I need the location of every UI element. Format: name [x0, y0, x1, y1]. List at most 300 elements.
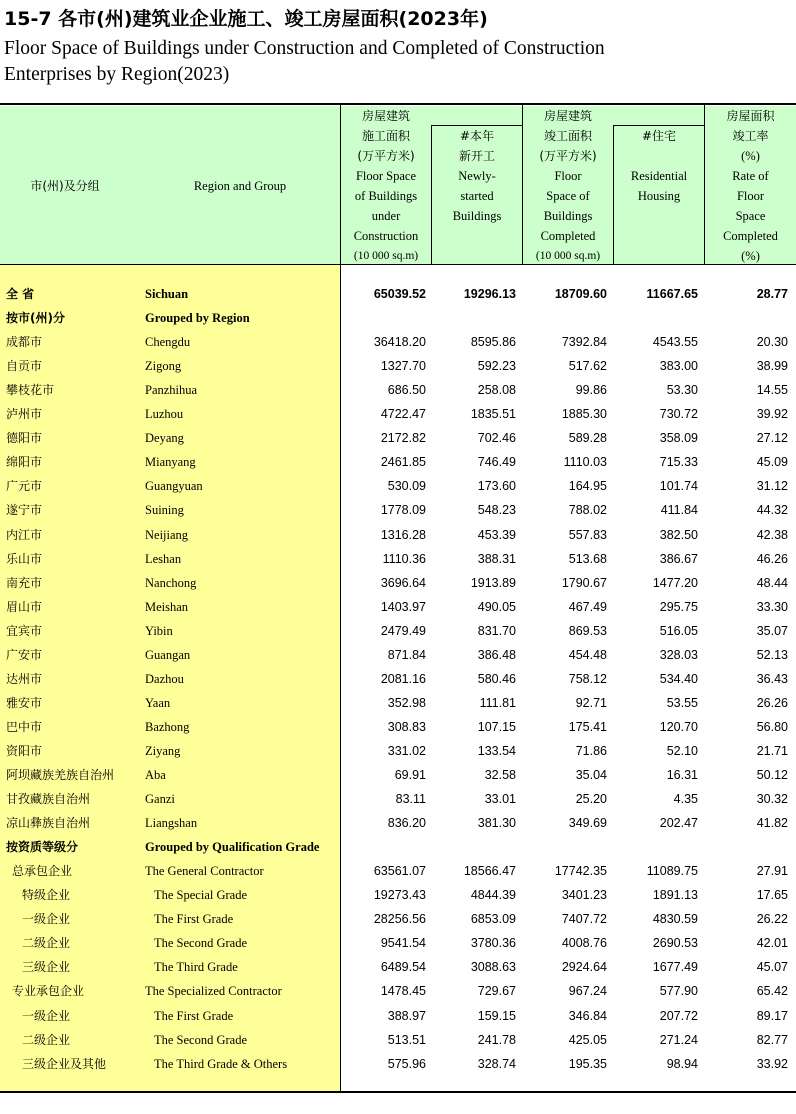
cell-value: 19296.13 [463, 287, 516, 301]
row-label-en: Leshan [145, 551, 182, 566]
cell-value: 2172.82 [380, 431, 426, 446]
row-label-cn: 乐山市 [6, 551, 43, 566]
row-label-cn: 眉山市 [6, 599, 43, 614]
cell-value: 25.20 [575, 792, 607, 807]
row-label-cn: 凉山彝族自治州 [6, 816, 91, 831]
header-line: 房屋建筑 [361, 109, 410, 123]
table-row [0, 643, 796, 667]
row-label-en: Nanchong [145, 575, 197, 590]
table-title-chinese: 15-7 各市(州)建筑业企业施工、竣工房屋面积(2023年) [4, 8, 488, 30]
row-label-cn: 南充市 [6, 575, 43, 590]
cell-value: 3088.63 [470, 960, 516, 975]
cell-value: 26.22 [756, 912, 788, 927]
row-label-en: The Special Grade [154, 888, 248, 903]
row-label-cn: 三级企业及其他 [22, 1056, 107, 1071]
table-row [0, 595, 796, 619]
row-label-cn: 绵阳市 [6, 455, 43, 470]
cell-value: 1913.89 [470, 575, 516, 590]
table-row [0, 498, 796, 522]
cell-value: 386.48 [477, 647, 516, 662]
table-row [0, 859, 796, 883]
cell-value: 7392.84 [561, 335, 607, 350]
header-rate [705, 106, 796, 266]
header-line: Buildings [452, 209, 502, 223]
cell-value: 52.13 [756, 647, 788, 662]
cell-value: 89.17 [756, 1008, 788, 1023]
row-label-en: The First Grade [154, 1008, 234, 1023]
cell-value: 18566.47 [463, 864, 516, 879]
row-label-cn: 遂宁市 [6, 503, 43, 518]
row-label-cn: 一级企业 [22, 912, 71, 927]
cell-value: 27.12 [756, 431, 788, 446]
cell-value: 453.39 [477, 527, 516, 542]
cell-value: 2081.16 [380, 671, 426, 686]
cell-value: 42.38 [756, 527, 788, 542]
cell-value: 388.31 [477, 551, 516, 566]
row-label-cn: 宜宾市 [6, 623, 43, 638]
table-row [0, 907, 796, 931]
header-line: Space of [546, 189, 590, 203]
row-label-cn: 二级企业 [22, 936, 71, 951]
cell-value: 534.40 [659, 671, 698, 686]
row-label-en: Mianyang [145, 455, 196, 470]
cell-value: 358.09 [659, 431, 698, 446]
header-line: Floor [736, 189, 765, 203]
cell-value: 1110.36 [382, 551, 426, 566]
cell-value: 346.84 [568, 1008, 607, 1023]
table-row [0, 715, 796, 739]
header-line: 竣工面积 [543, 129, 592, 143]
cell-value: 195.35 [568, 1056, 607, 1071]
cell-value: 9541.54 [380, 936, 426, 951]
header-line: 新开工 [458, 149, 495, 163]
cell-value: 575.96 [387, 1056, 426, 1071]
cell-value: 382.50 [659, 527, 698, 542]
cell-value: 42.01 [756, 936, 788, 951]
row-label-en: Guangyuan [145, 479, 203, 494]
header-line: (10 000 sq.m) [535, 250, 601, 262]
table-row [0, 571, 796, 595]
cell-value: 33.92 [756, 1056, 788, 1071]
cell-value: 1835.51 [470, 407, 516, 422]
table-row [0, 426, 796, 450]
row-label-en: The First Grade [154, 912, 234, 927]
header-line: #本年 [459, 129, 495, 143]
header-line: 房屋建筑 [543, 109, 592, 123]
cell-value: 30.32 [756, 792, 788, 807]
header-line: (%) [741, 149, 760, 163]
cell-value: 271.24 [659, 1032, 698, 1047]
cell-value: 39.92 [756, 407, 788, 422]
header-line: Housing [637, 189, 681, 203]
header-line: Completed [723, 229, 778, 243]
row-label-en: Chengdu [145, 335, 191, 350]
cell-value: 21.71 [756, 743, 788, 758]
cell-value: 730.72 [659, 407, 698, 422]
cell-value: 295.75 [659, 599, 698, 614]
row-label-cn: 广元市 [6, 479, 43, 494]
cell-value: 1327.70 [380, 359, 426, 374]
header-line: started [460, 189, 494, 203]
cell-value: 52.10 [666, 743, 698, 758]
cell-value: 331.02 [387, 743, 426, 758]
header-line: (万平方米) [357, 149, 415, 163]
row-label-en: Grouped by Region [145, 311, 250, 326]
row-label-cn: 资阳市 [6, 743, 43, 758]
cell-value: 17742.35 [554, 864, 607, 879]
cell-value: 1477.20 [652, 575, 698, 590]
row-label-en: Suining [145, 503, 184, 518]
cell-value: 8595.86 [470, 335, 516, 350]
cell-value: 159.15 [477, 1008, 516, 1023]
header-newly-started [432, 126, 522, 226]
header-residential [614, 126, 704, 206]
cell-value: 14.55 [756, 383, 788, 398]
cell-value: 19273.43 [373, 888, 426, 903]
cell-value: 4.35 [673, 792, 698, 807]
cell-value: 831.70 [477, 623, 516, 638]
cell-value: 33.01 [484, 792, 516, 807]
row-label-en: The Specialized Contractor [145, 984, 282, 999]
cell-value: 411.84 [660, 503, 698, 518]
table-row [0, 691, 796, 715]
row-label-en: Luzhou [145, 407, 184, 422]
header-line: Buildings [543, 209, 593, 223]
row-label-en: The General Contractor [145, 864, 264, 879]
table-row [0, 1052, 796, 1076]
header-line: Residential [630, 169, 688, 183]
cell-value: 580.46 [477, 671, 516, 686]
cell-value: 258.08 [477, 383, 516, 398]
cell-value: 45.09 [756, 455, 788, 470]
cell-value: 82.77 [756, 1032, 788, 1047]
cell-value: 557.83 [568, 527, 607, 542]
cell-value: 425.05 [568, 1032, 607, 1047]
cell-value: 513.68 [568, 551, 607, 566]
cell-value: 2461.85 [380, 455, 426, 470]
cell-value: 36.43 [756, 671, 788, 686]
cell-value: 729.67 [477, 984, 516, 999]
table-row [0, 378, 796, 402]
cell-value: 26.26 [756, 695, 788, 710]
row-label-en: Panzhihua [145, 383, 198, 398]
cell-value: 92.71 [575, 695, 607, 710]
cell-value: 592.23 [477, 359, 516, 374]
cell-value: 107.15 [477, 719, 516, 734]
table-row [0, 1028, 796, 1052]
cell-value: 45.07 [756, 960, 788, 975]
header-line: 房屋面积 [726, 109, 775, 123]
cell-value: 2479.49 [380, 623, 426, 638]
cell-value: 164.95 [568, 479, 607, 494]
cell-value: 577.90 [659, 984, 698, 999]
cell-value: 4830.59 [652, 912, 698, 927]
cell-value: 869.53 [568, 623, 607, 638]
cell-value: 352.98 [387, 695, 426, 710]
row-label-en: Guangan [145, 647, 191, 662]
cell-value: 16.31 [666, 768, 698, 782]
row-label-en: Yaan [145, 695, 171, 710]
cell-value: 871.84 [387, 647, 426, 662]
row-label-en: Ziyang [145, 743, 181, 758]
cell-value: 27.91 [756, 864, 788, 879]
cell-value: 3696.64 [380, 575, 426, 590]
table-row [0, 835, 796, 859]
cell-value: 69.91 [394, 768, 426, 782]
row-label-cn: 成都市 [6, 335, 43, 350]
table-row [0, 667, 796, 691]
row-label-en: Bazhong [145, 719, 190, 734]
cell-value: 20.30 [756, 335, 788, 350]
row-label-en: Liangshan [145, 816, 198, 831]
cell-value: 31.12 [756, 479, 788, 494]
cell-value: 44.32 [756, 503, 788, 518]
row-label-cn: 阿坝藏族羌族自治州 [6, 768, 115, 782]
row-label-cn: 全 省 [6, 287, 35, 301]
cell-value: 308.83 [387, 719, 426, 734]
cell-value: 7407.72 [561, 912, 607, 927]
row-label-cn: 自贡市 [6, 359, 43, 374]
table-row [0, 739, 796, 763]
cell-value: 1778.09 [380, 503, 426, 518]
row-label-cn: 专业承包企业 [12, 984, 85, 999]
cell-value: 35.07 [756, 623, 788, 638]
header-line: under [371, 209, 401, 223]
row-label-cn: 二级企业 [22, 1032, 71, 1047]
cell-value: 65039.52 [373, 287, 426, 301]
table-row [0, 354, 796, 378]
cell-value: 111.81 [479, 695, 516, 710]
cell-value: 173.60 [477, 479, 516, 494]
cell-value: 175.41 [568, 719, 607, 734]
header-construction [341, 106, 431, 266]
cell-value: 702.46 [477, 431, 516, 446]
cell-value: 2924.64 [561, 960, 607, 975]
table-row [0, 523, 796, 547]
row-label-en: Sichuan [145, 287, 189, 301]
cell-value: 1403.97 [380, 599, 426, 614]
table-row [0, 811, 796, 835]
cell-value: 758.12 [568, 671, 607, 686]
table-row [0, 547, 796, 571]
row-label-cn: 特级企业 [22, 888, 71, 903]
cell-value: 530.09 [387, 479, 426, 494]
cell-value: 28.77 [756, 287, 788, 301]
cell-value: 1885.30 [561, 407, 607, 422]
table-row [0, 402, 796, 426]
cell-value: 6853.09 [470, 912, 516, 927]
cell-value: 788.02 [568, 503, 607, 518]
cell-value: 1891.13 [652, 888, 698, 903]
cell-value: 11667.65 [646, 287, 698, 301]
cell-value: 18709.60 [554, 287, 607, 301]
cell-value: 98.94 [666, 1056, 698, 1071]
header-line: (%) [741, 249, 760, 263]
row-label-en: Meishan [145, 599, 189, 614]
cell-value: 328.74 [477, 1056, 516, 1071]
cell-value: 513.51 [387, 1032, 426, 1047]
cell-value: 516.05 [659, 623, 698, 638]
cell-value: 207.72 [659, 1008, 698, 1023]
header-line: (万平方米) [539, 149, 597, 163]
cell-value: 63561.07 [373, 864, 426, 879]
cell-value: 120.70 [659, 719, 698, 734]
table-row [0, 306, 796, 330]
header-line: (10 000 sq.m) [353, 250, 419, 262]
cell-value: 1110.03 [563, 455, 607, 470]
row-label-cn: 德阳市 [6, 431, 43, 446]
table-row [0, 979, 796, 1003]
row-label-en: Dazhou [145, 671, 184, 686]
cell-value: 38.99 [756, 359, 788, 374]
header-line [614, 146, 704, 166]
header-line: of Buildings [354, 189, 418, 203]
row-label-cn: 巴中市 [6, 719, 43, 734]
cell-value: 35.04 [575, 768, 607, 782]
cell-value: 33.30 [756, 599, 788, 614]
row-label-cn: 按市(州)分 [6, 311, 65, 326]
cell-value: 386.67 [659, 551, 698, 566]
header-line: Rate of [732, 169, 769, 183]
cell-value: 715.33 [659, 455, 698, 470]
cell-value: 467.49 [568, 599, 607, 614]
table-row [0, 763, 796, 787]
table-row [0, 931, 796, 955]
cell-value: 101.74 [659, 479, 698, 494]
header-region-en: Region and Group [193, 179, 287, 193]
row-label-en: Ganzi [145, 792, 175, 807]
cell-value: 41.82 [756, 816, 788, 831]
cell-value: 3780.36 [470, 936, 516, 951]
table-row [0, 474, 796, 498]
row-label-cn: 总承包企业 [12, 864, 73, 879]
table-row [0, 955, 796, 979]
header-line: 施工面积 [361, 129, 410, 143]
cell-value: 381.30 [477, 816, 516, 831]
header-line: Floor [554, 169, 582, 183]
title-english-line-1: Floor Space of Buildings under Construction and Completed of Construction [4, 38, 605, 59]
cell-value: 56.80 [756, 719, 788, 734]
row-label-cn: 甘孜藏族自治州 [6, 792, 91, 807]
table-row [0, 787, 796, 811]
row-label-en: Deyang [145, 431, 184, 446]
cell-value: 53.55 [666, 695, 698, 710]
row-label-en: The Third Grade & Others [154, 1056, 288, 1071]
bottom-rule [0, 1091, 796, 1093]
cell-value: 746.49 [477, 455, 516, 470]
header-line: #住宅 [641, 129, 677, 143]
cell-value: 133.54 [477, 743, 516, 758]
cell-value: 2690.53 [652, 936, 698, 951]
cell-value: 11089.75 [646, 864, 698, 879]
table-row [0, 619, 796, 643]
cell-value: 71.86 [575, 743, 607, 758]
row-label-cn: 一级企业 [22, 1008, 71, 1023]
cell-value: 202.47 [659, 816, 698, 831]
table-row [0, 883, 796, 907]
header-line: Space [735, 209, 766, 223]
top-rule [0, 103, 796, 105]
cell-value: 53.30 [666, 383, 698, 398]
cell-value: 349.69 [568, 816, 607, 831]
cell-value: 65.42 [756, 984, 788, 999]
cell-value: 328.03 [659, 647, 698, 662]
cell-value: 589.28 [568, 431, 607, 446]
cell-value: 1677.49 [652, 960, 698, 975]
cell-value: 686.50 [387, 383, 426, 398]
header-completed [523, 106, 613, 266]
row-label-en: The Second Grade [154, 936, 248, 951]
header-line: Completed [540, 229, 596, 243]
table-row [0, 282, 796, 306]
row-label-en: Neijiang [145, 527, 189, 542]
cell-value: 1316.28 [380, 527, 426, 542]
row-label-cn: 内江市 [6, 527, 43, 542]
cell-value: 6489.54 [380, 960, 426, 975]
cell-value: 517.62 [568, 359, 607, 374]
row-label-cn: 按资质等级分 [6, 840, 79, 855]
row-label-en: Yibin [145, 623, 173, 638]
title-english-line-2: Enterprises by Region(2023) [4, 64, 230, 85]
cell-value: 4722.47 [380, 407, 426, 422]
cell-value: 388.97 [387, 1008, 426, 1023]
cell-value: 241.78 [477, 1032, 516, 1047]
row-label-cn: 泸州市 [6, 407, 43, 422]
cell-value: 28256.56 [373, 912, 426, 927]
cell-value: 4008.76 [561, 936, 607, 951]
cell-value: 3401.23 [561, 888, 607, 903]
cell-value: 36418.20 [373, 335, 426, 350]
row-label-cn: 雅安市 [6, 695, 43, 710]
cell-value: 1790.67 [561, 575, 607, 590]
cell-value: 46.26 [756, 551, 788, 566]
cell-value: 383.00 [659, 359, 698, 374]
cell-value: 50.12 [756, 768, 788, 782]
row-label-cn: 三级企业 [22, 960, 71, 975]
row-label-en: Grouped by Qualification Grade [145, 840, 320, 855]
cell-value: 836.20 [387, 816, 426, 831]
row-label-cn: 达州市 [6, 671, 43, 686]
row-label-en: The Second Grade [154, 1032, 248, 1047]
row-label-cn: 攀枝花市 [6, 383, 55, 398]
table-row [0, 450, 796, 474]
header-line: Newly- [458, 169, 496, 183]
cell-value: 490.05 [477, 599, 516, 614]
cell-value: 48.44 [756, 575, 788, 590]
row-label-cn: 广安市 [6, 647, 43, 662]
row-label-en: The Third Grade [154, 960, 238, 975]
cell-value: 17.65 [756, 888, 788, 903]
cell-value: 32.58 [484, 768, 516, 782]
header-line: 竣工率 [732, 129, 769, 143]
table-title-english [4, 36, 605, 88]
header-line: Construction [353, 229, 419, 243]
cell-value: 99.86 [575, 383, 607, 398]
row-label-en: Aba [145, 768, 166, 782]
table-row [0, 330, 796, 354]
cell-value: 4844.39 [470, 888, 516, 903]
table-row [0, 1004, 796, 1028]
cell-value: 1478.45 [380, 984, 426, 999]
header-line: Floor Space [355, 169, 417, 183]
cell-value: 4543.55 [652, 335, 698, 350]
cell-value: 548.23 [477, 503, 516, 518]
cell-value: 454.48 [568, 647, 607, 662]
cell-value: 967.24 [568, 984, 607, 999]
cell-value: 83.11 [395, 792, 426, 807]
row-label-en: Zigong [145, 359, 182, 374]
header-region-cn: 市(州)及分组 [30, 179, 100, 193]
